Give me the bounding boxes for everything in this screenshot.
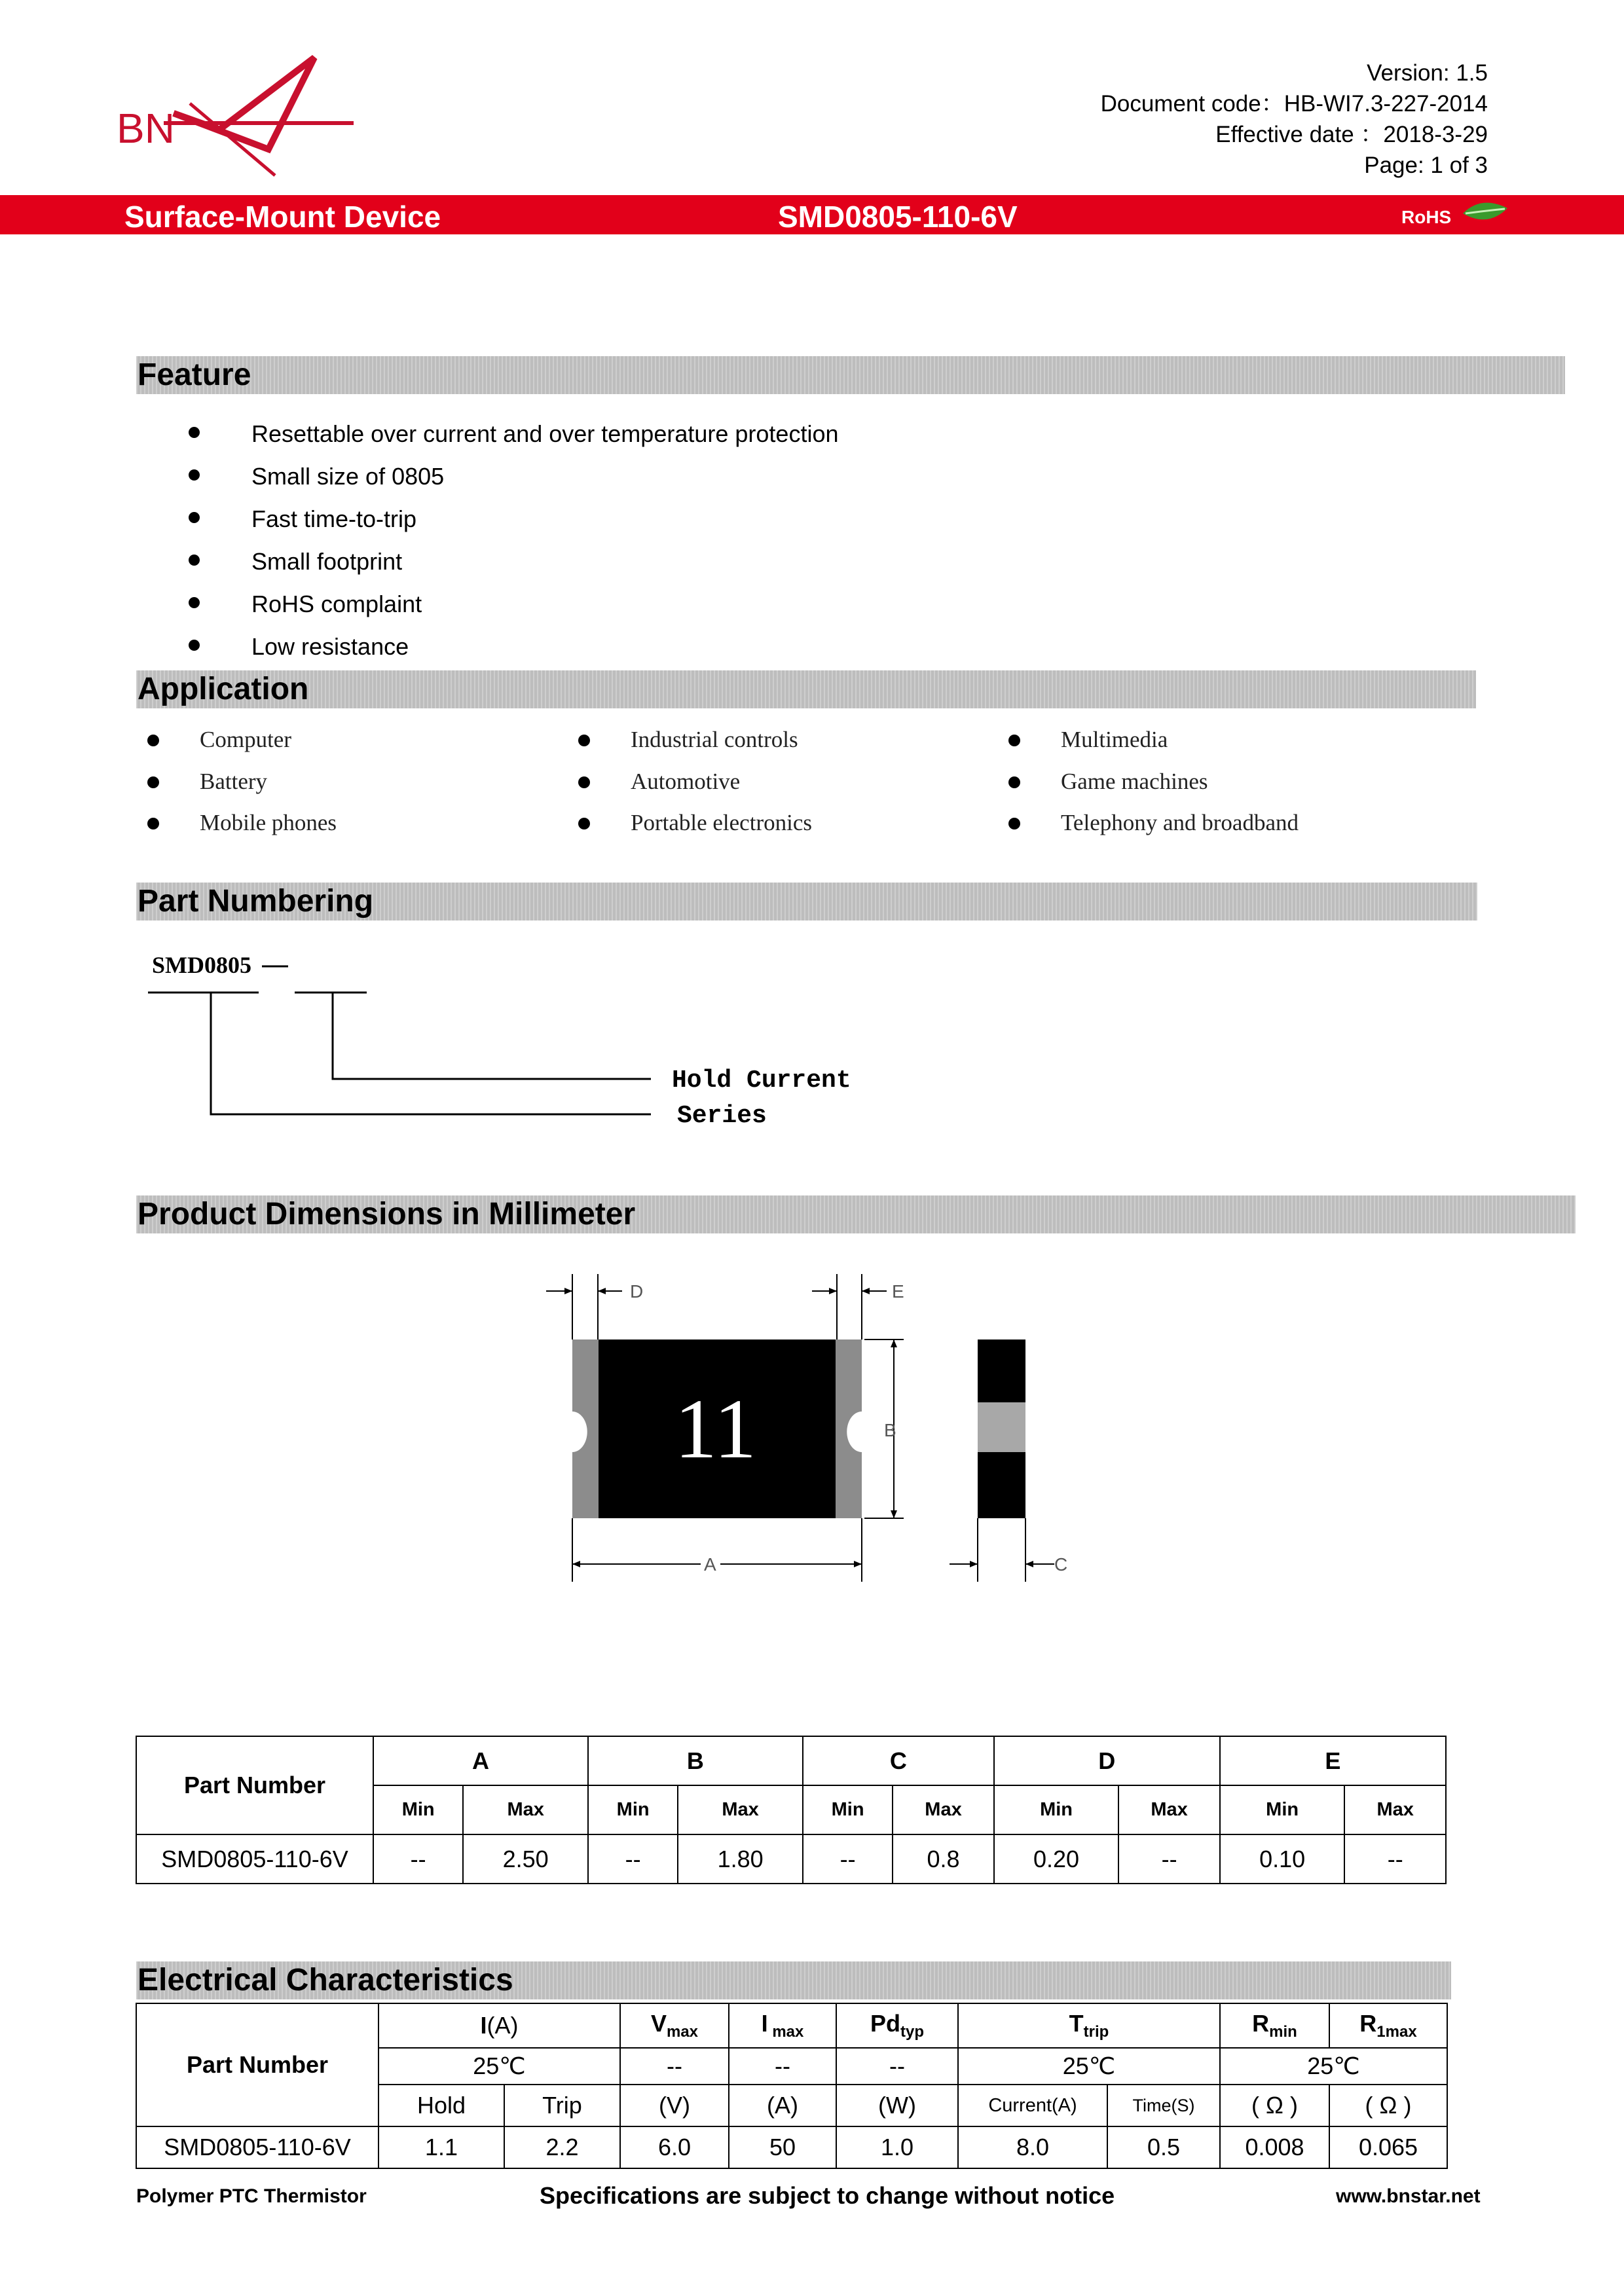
table-subheader: Max <box>1118 1785 1219 1834</box>
table-header: $R_{min}$ <box>1220 2003 1329 2048</box>
table-cell: -- <box>836 2048 958 2085</box>
bullet-icon <box>147 776 159 788</box>
bullet-icon <box>189 427 200 438</box>
company-logo <box>111 51 360 182</box>
table-subheader: Max <box>1344 1785 1446 1834</box>
table-cell: ( Ω ) <box>1329 2085 1447 2126</box>
table-header: C <box>803 1736 994 1785</box>
title-banner <box>0 195 1624 234</box>
table-cell: SMD0805-110-6V <box>136 1834 373 1884</box>
bullet-icon <box>147 735 159 746</box>
table-subheader: Min <box>1220 1785 1345 1834</box>
footer-left: Polymer PTC Thermistor <box>136 2185 367 2207</box>
bullet-icon <box>578 735 590 746</box>
table-header: D <box>994 1736 1220 1785</box>
table-cell: -- <box>588 1834 678 1884</box>
table-header: E <box>1220 1736 1446 1785</box>
table-cell: Time(S) <box>1107 2085 1220 2126</box>
table-header: I(A) <box>378 2003 620 2048</box>
rohs-leaf-icon <box>1462 199 1509 228</box>
effective-date: Effective date ：2018-3-29 <box>1215 122 1488 147</box>
table-header: Part Number <box>136 1736 373 1834</box>
table-cell: 25℃ <box>1220 2048 1447 2085</box>
table-header: $V_{max}$ <box>620 2003 729 2048</box>
table-cell: 1.0 <box>836 2126 958 2168</box>
series-label: Series <box>677 1102 767 1130</box>
table-cell: -- <box>803 1834 893 1884</box>
bullet-icon <box>1008 735 1020 746</box>
table-cell: 1.1 <box>378 2126 504 2168</box>
dim-label-b: B <box>884 1420 896 1440</box>
bullet-icon <box>1008 776 1020 788</box>
bullet-icon <box>189 597 200 608</box>
table-cell: 0.20 <box>994 1834 1119 1884</box>
banner-part-number: SMD0805-110-6V <box>778 200 1018 234</box>
table-cell: Current(A) <box>958 2085 1107 2126</box>
table-cell: -- <box>729 2048 836 2085</box>
table-cell: 0.008 <box>1220 2126 1329 2168</box>
table-cell: 2.50 <box>463 1834 588 1884</box>
bullet-icon <box>189 640 200 651</box>
dimensions-table <box>136 1736 1447 1884</box>
section-electrical: Electrical Characteristics <box>136 1961 1451 1999</box>
table-subheader: Min <box>588 1785 678 1834</box>
table-subheader: Max <box>463 1785 588 1834</box>
footer-center: Specifications are subject to change without notice <box>540 2182 1115 2209</box>
dimension-drawing <box>537 1267 1087 1595</box>
bullet-icon <box>1008 818 1020 829</box>
table-cell: (V) <box>620 2085 729 2126</box>
electrical-table <box>136 2003 1448 2169</box>
table-cell: Trip <box>504 2085 620 2126</box>
section-application: Application <box>136 670 1476 708</box>
table-subheader: Min <box>803 1785 893 1834</box>
table-row <box>136 1834 1446 1884</box>
part-prefix: SMD0805 <box>152 952 251 978</box>
table-header: B <box>588 1736 803 1785</box>
table-cell: 8.0 <box>958 2126 1107 2168</box>
dim-label-c: C <box>1054 1554 1068 1575</box>
table-cell: SMD0805-110-6V <box>136 2126 378 2168</box>
table-header: $T_{trip}$ <box>958 2003 1220 2048</box>
table-cell: 6.0 <box>620 2126 729 2168</box>
dim-label-d: D <box>630 1281 644 1302</box>
bullet-icon <box>578 776 590 788</box>
table-cell: 25℃ <box>958 2048 1220 2085</box>
table-header: A <box>373 1736 588 1785</box>
dim-label-a: A <box>704 1554 716 1575</box>
table-row <box>136 2126 1447 2168</box>
table-cell: -- <box>620 2048 729 2085</box>
table-header: Part Number <box>136 2003 378 2126</box>
table-cell: -- <box>1118 1834 1219 1884</box>
table-header: $R_{1max}$ <box>1329 2003 1447 2048</box>
bullet-icon <box>189 555 200 566</box>
table-cell: (A) <box>729 2085 836 2126</box>
table-cell: -- <box>1344 1834 1446 1884</box>
logo-text: BN <box>117 105 175 152</box>
table-cell: 0.10 <box>1220 1834 1345 1884</box>
bullet-icon <box>189 512 200 523</box>
table-cell: 25℃ <box>378 2048 620 2085</box>
table-subheader: Max <box>678 1785 803 1834</box>
table-cell: 0.8 <box>893 1834 993 1884</box>
dim-label-e: E <box>892 1281 904 1302</box>
table-cell: ( Ω ) <box>1220 2085 1329 2126</box>
table-cell: -- <box>373 1834 463 1884</box>
table-cell: 1.80 <box>678 1834 803 1884</box>
table-cell: 0.065 <box>1329 2126 1447 2168</box>
table-subheader: Min <box>373 1785 463 1834</box>
bullet-icon <box>147 818 159 829</box>
hold-current-label: Hold Current <box>672 1066 851 1095</box>
table-cell: Hold <box>378 2085 504 2126</box>
bullet-icon <box>189 469 200 481</box>
table-header: I $_{max}$ <box>729 2003 836 2048</box>
part-numbering-diagram <box>144 943 877 1139</box>
banner-rohs: RoHS <box>1401 207 1452 227</box>
chip-marking: 11 <box>674 1382 757 1476</box>
document-meta <box>1101 58 1488 181</box>
banner-category: Surface-Mount Device <box>124 200 441 234</box>
section-dimensions: Product Dimensions in Millimeter <box>136 1195 1576 1233</box>
page-number: Page: 1 of 3 <box>1364 153 1488 178</box>
table-subheader: Max <box>893 1785 993 1834</box>
section-part-numbering: Part Numbering <box>136 883 1477 920</box>
footer-right: www.bnstar.net <box>1336 2185 1481 2207</box>
table-cell: 2.2 <box>504 2126 620 2168</box>
table-cell: (W) <box>836 2085 958 2126</box>
table-header: $Pd_{typ}$ <box>836 2003 958 2048</box>
table-subheader: Min <box>994 1785 1119 1834</box>
document-code: Document code：HB-WI7.3-227-2014 <box>1100 91 1488 117</box>
table-cell: 0.5 <box>1107 2126 1220 2168</box>
table-cell: 50 <box>729 2126 836 2168</box>
section-feature: Feature <box>136 356 1565 394</box>
version: Version: 1.5 <box>1367 60 1488 86</box>
bullet-icon <box>578 818 590 829</box>
